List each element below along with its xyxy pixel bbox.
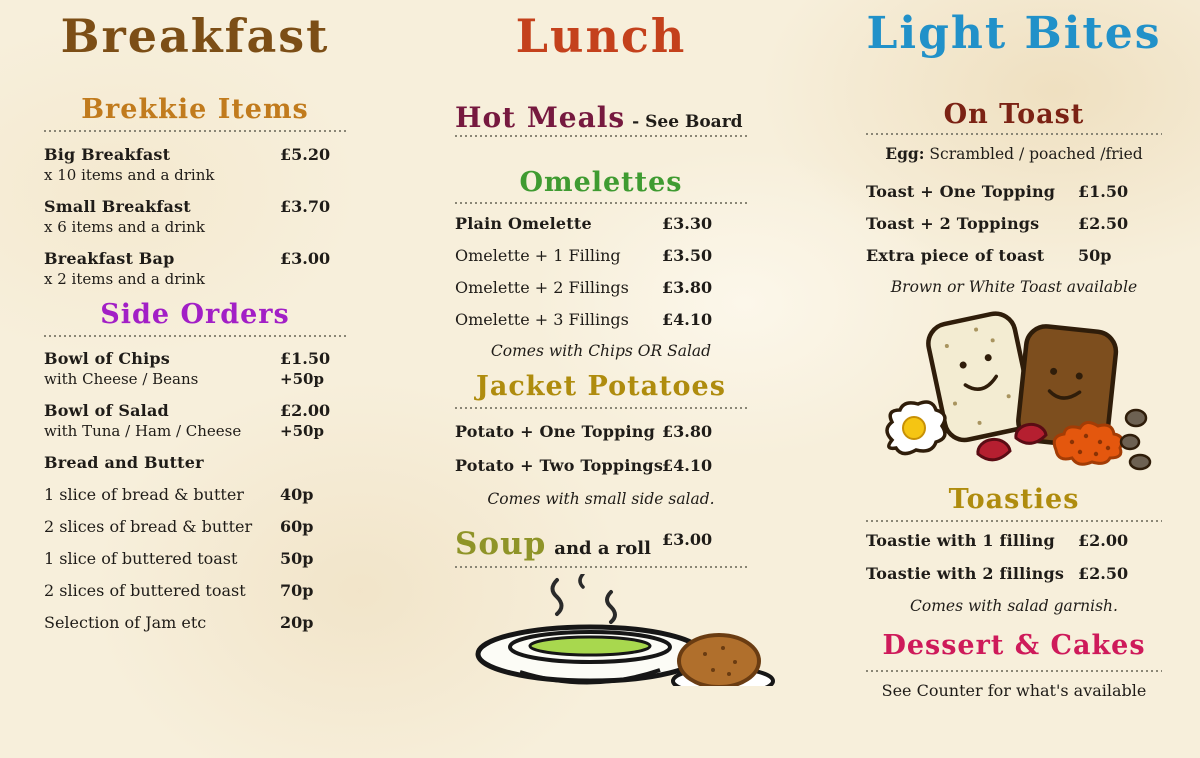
on-toast-heading: On Toast — [943, 99, 1085, 130]
menu-item-row — [44, 144, 346, 185]
item-name: Toast + 2 Toppings — [866, 214, 1040, 233]
item-price: 50p — [1078, 246, 1112, 265]
menu-item-row — [866, 181, 1162, 202]
item-name: Bread and Butter — [44, 453, 204, 472]
menu-item-row — [44, 516, 346, 537]
toasties-item-list — [866, 530, 1162, 584]
item-price: 70p — [280, 581, 314, 600]
on-toast-note: Brown or White Toast available — [890, 278, 1138, 296]
menu-item-row — [866, 530, 1162, 551]
menu-item-row — [44, 196, 346, 237]
smiling-toast-icon — [874, 302, 1154, 472]
item-subprice: +50p — [280, 422, 324, 440]
item-price: £3.70 — [280, 197, 331, 216]
fried-egg-icon — [887, 402, 945, 454]
dotted-divider — [455, 407, 747, 409]
item-price: 60p — [280, 517, 314, 536]
soup-suffix: and a roll — [554, 538, 651, 559]
menu-item-row — [455, 213, 747, 234]
menu-item-row — [866, 563, 1162, 584]
menu-item-row — [44, 248, 346, 289]
item-subtext: with Tuna / Ham / Cheese — [44, 422, 242, 440]
bread-roll — [679, 635, 759, 686]
omelettes-note: Comes with Chips OR Salad — [490, 342, 712, 360]
item-name: Toastie with 2 fillings — [866, 564, 1065, 583]
item-name: Potato + Two Toppings — [455, 456, 664, 475]
menu-item-row — [44, 484, 346, 505]
jacket-note: Comes with small side salad. — [487, 490, 715, 508]
side-orders-item-list — [44, 348, 346, 633]
soup-heading: Soup — [455, 526, 547, 562]
breakfast-column — [44, 10, 346, 644]
item-price: 50p — [280, 549, 314, 568]
toasties-heading: Toasties — [948, 484, 1080, 515]
item-price: £3.80 — [662, 278, 713, 297]
item-name: Omelette + 1 Filling — [455, 246, 621, 265]
hot-meals-heading: Hot Meals — [455, 101, 626, 134]
steam-icon — [607, 592, 615, 622]
egg-text: Scrambled / poached /fried — [929, 145, 1143, 163]
menu-item-row — [455, 455, 747, 476]
item-subtext: x 6 items and a drink — [44, 218, 205, 236]
item-name: Toastie with 1 filling — [866, 531, 1055, 550]
side-orders-heading: Side Orders — [100, 299, 290, 330]
menu-item-row — [455, 277, 747, 298]
jacket-item-list — [455, 421, 747, 476]
menu-item-row — [44, 580, 346, 601]
hot-meals-suffix: - See Board — [632, 112, 743, 132]
steam-icon — [580, 574, 583, 587]
item-name: Selection of Jam etc — [44, 613, 207, 632]
item-name: Omelette + 3 Fillings — [455, 310, 629, 329]
dessert-cakes-heading: Dessert & Cakes — [882, 630, 1146, 661]
lunch-title: Lunch — [515, 9, 687, 63]
item-price: £3.50 — [662, 246, 713, 265]
dotted-divider — [44, 335, 346, 337]
item-name: Bowl of Chips — [44, 349, 170, 368]
on-toast-item-list — [866, 181, 1162, 266]
dotted-divider — [866, 133, 1162, 135]
item-subtext: x 2 items and a drink — [44, 270, 205, 288]
item-price: £2.00 — [280, 401, 331, 420]
dotted-divider — [455, 202, 747, 204]
item-name: 1 slice of buttered toast — [44, 549, 238, 568]
item-name: 1 slice of bread & butter — [44, 485, 244, 504]
item-name: Potato + One Topping — [455, 422, 655, 441]
item-price: £2.50 — [1078, 214, 1129, 233]
lunch-column — [455, 10, 747, 686]
menu-item-row — [455, 309, 747, 330]
brekkie-item-list — [44, 144, 346, 289]
item-price: £1.50 — [1078, 182, 1129, 201]
egg-option-line — [866, 143, 1162, 165]
dessert-note: See Counter for what's available — [881, 681, 1147, 700]
soup-and-roll-icon — [465, 574, 775, 686]
item-price: £5.20 — [280, 145, 331, 164]
menu-item-row — [455, 421, 747, 442]
menu-item-row — [866, 213, 1162, 234]
item-subtext: with Cheese / Beans — [44, 370, 199, 388]
light-bites-title: Light Bites — [866, 8, 1162, 59]
item-name: Bowl of Salad — [44, 401, 169, 420]
item-name: Breakfast Bap — [44, 249, 175, 268]
item-name: Small Breakfast — [44, 197, 191, 216]
soup-row — [455, 526, 747, 562]
breakfast-title: Breakfast — [60, 9, 330, 63]
menu-item-row — [866, 245, 1162, 266]
omelette-item-list — [455, 213, 747, 330]
item-name: Omelette + 2 Fillings — [455, 278, 629, 297]
dotted-divider — [455, 566, 747, 568]
mushrooms-icon — [1121, 410, 1150, 469]
soup-and-roll-illustration — [465, 574, 747, 686]
item-price: £1.50 — [280, 349, 331, 368]
egg-label: Egg: — [885, 144, 925, 163]
dotted-divider — [44, 130, 346, 132]
item-name: Big Breakfast — [44, 145, 171, 164]
menu-item-row — [44, 612, 346, 633]
item-price: £4.10 — [662, 310, 713, 329]
dotted-divider — [455, 135, 747, 137]
dotted-divider — [866, 520, 1162, 522]
item-price: £2.50 — [1078, 564, 1129, 583]
item-subtext: x 10 items and a drink — [44, 166, 215, 184]
menu-item-row — [44, 348, 346, 389]
menu-item-row — [455, 245, 747, 266]
jacket-potatoes-heading: Jacket Potatoes — [476, 371, 726, 402]
toasties-note: Comes with salad garnish. — [910, 597, 1118, 615]
item-price: £3.30 — [662, 214, 713, 233]
menu-item-row — [44, 452, 346, 473]
item-price: £4.10 — [662, 456, 713, 475]
dotted-divider — [866, 670, 1162, 672]
item-price: 40p — [280, 485, 314, 504]
item-name: 2 slices of buttered toast — [44, 581, 246, 600]
item-name: Plain Omelette — [455, 214, 592, 233]
item-name: 2 slices of bread & butter — [44, 517, 253, 536]
item-subprice: +50p — [280, 370, 324, 388]
soup-price: £3.00 — [662, 530, 713, 549]
green-soup — [530, 637, 650, 655]
hot-meals-row — [455, 103, 747, 133]
light-bites-column — [866, 10, 1162, 701]
toast-characters-illustration — [866, 302, 1162, 472]
item-price: £3.80 — [662, 422, 713, 441]
omelettes-heading: Omelettes — [519, 167, 683, 198]
steam-icon — [553, 580, 562, 614]
item-price: 20p — [280, 613, 314, 632]
item-price: £2.00 — [1078, 531, 1129, 550]
item-price: £3.00 — [280, 249, 331, 268]
brekkie-items-heading: Brekkie Items — [81, 94, 309, 125]
menu-item-row — [44, 400, 346, 441]
item-name: Extra piece of toast — [866, 246, 1045, 265]
menu-item-row — [44, 548, 346, 569]
item-name: Toast + One Topping — [866, 182, 1056, 201]
